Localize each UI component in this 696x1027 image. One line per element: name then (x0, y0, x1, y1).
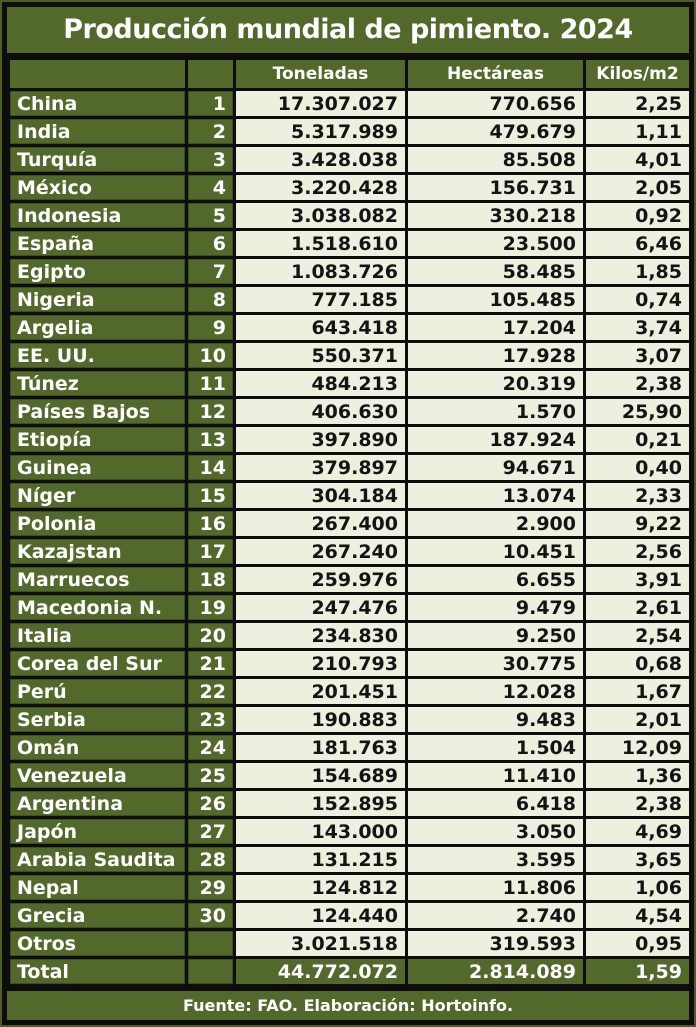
toneladas-cell: 267.240 (235, 538, 407, 566)
toneladas-cell: 210.793 (235, 650, 407, 678)
kilosm2-cell: 3,07 (585, 342, 691, 370)
toneladas-cell: 124.812 (235, 874, 407, 902)
table-row (9, 818, 691, 846)
table-row (9, 566, 691, 594)
country-cell: Polonia (9, 510, 187, 538)
rank-cell: 20 (187, 622, 235, 650)
rank-cell: 14 (187, 454, 235, 482)
toneladas-column-header: Toneladas (235, 59, 407, 90)
rank-cell: 24 (187, 734, 235, 762)
hectareas-cell: 23.500 (407, 230, 585, 258)
rank-cell: 29 (187, 874, 235, 902)
rank-cell: 1 (187, 90, 235, 118)
country-cell: Kazajstan (9, 538, 187, 566)
rank-cell: 23 (187, 706, 235, 734)
rank-cell: 21 (187, 650, 235, 678)
hectareas-cell: 770.656 (407, 90, 585, 118)
toneladas-cell: 267.400 (235, 510, 407, 538)
kilosm2-cell: 0,95 (585, 930, 691, 958)
kilosm2-cell: 12,09 (585, 734, 691, 762)
table-row (9, 258, 691, 286)
rank-cell: 4 (187, 174, 235, 202)
kilosm2-cell: 1,36 (585, 762, 691, 790)
kilosm2-cell: 3,91 (585, 566, 691, 594)
kilosm2-cell: 2,01 (585, 706, 691, 734)
kilosm2-cell: 0,74 (585, 286, 691, 314)
rank-cell: 10 (187, 342, 235, 370)
hectareas-cell: 30.775 (407, 650, 585, 678)
rank-cell: 25 (187, 762, 235, 790)
country-cell: Nigeria (9, 286, 187, 314)
kilosm2-cell: 2,38 (585, 370, 691, 398)
table-row (9, 538, 691, 566)
kilosm2-cell: 1,59 (585, 958, 691, 986)
country-cell: Indonesia (9, 202, 187, 230)
toneladas-cell: 143.000 (235, 818, 407, 846)
country-column-header (9, 59, 187, 90)
rank-cell: 17 (187, 538, 235, 566)
table-row (9, 930, 691, 958)
table-row (9, 594, 691, 622)
rank-cell: 16 (187, 510, 235, 538)
kilosm2-cell: 1,85 (585, 258, 691, 286)
kilosm2-cell: 0,40 (585, 454, 691, 482)
country-cell: Argelia (9, 314, 187, 342)
table-row (9, 202, 691, 230)
kilosm2-cell: 2,61 (585, 594, 691, 622)
toneladas-cell: 1.083.726 (235, 258, 407, 286)
hectareas-cell: 156.731 (407, 174, 585, 202)
rank-cell: 19 (187, 594, 235, 622)
hectareas-cell: 187.924 (407, 426, 585, 454)
table-row (9, 370, 691, 398)
hectareas-cell: 330.218 (407, 202, 585, 230)
country-cell: Países Bajos (9, 398, 187, 426)
table-row (9, 454, 691, 482)
kilosm2-cell: 9,22 (585, 510, 691, 538)
toneladas-cell: 17.307.027 (235, 90, 407, 118)
table-header-row (9, 59, 691, 90)
table-row (9, 398, 691, 426)
hectareas-cell: 13.074 (407, 482, 585, 510)
country-cell: Túnez (9, 370, 187, 398)
rank-cell: 8 (187, 286, 235, 314)
toneladas-cell: 550.371 (235, 342, 407, 370)
rank-cell: 26 (187, 790, 235, 818)
hectareas-cell: 9.479 (407, 594, 585, 622)
hectareas-cell: 105.485 (407, 286, 585, 314)
toneladas-cell: 154.689 (235, 762, 407, 790)
hectareas-column-header: Hectáreas (407, 59, 585, 90)
kilosm2-cell: 3,74 (585, 314, 691, 342)
rank-cell: 9 (187, 314, 235, 342)
hectareas-cell: 319.593 (407, 930, 585, 958)
hectareas-cell: 9.250 (407, 622, 585, 650)
toneladas-cell: 397.890 (235, 426, 407, 454)
toneladas-cell: 777.185 (235, 286, 407, 314)
rank-cell: 3 (187, 146, 235, 174)
kilosm2-cell: 1,06 (585, 874, 691, 902)
page-title: Producción mundial de pimiento. 2024 (7, 7, 689, 53)
source-footer: Fuente: FAO. Elaboración: Hortoinfo. (7, 991, 689, 1020)
hectareas-cell: 58.485 (407, 258, 585, 286)
country-cell: Grecia (9, 902, 187, 930)
table-row (9, 230, 691, 258)
rank-cell: 13 (187, 426, 235, 454)
table-row (9, 734, 691, 762)
rank-cell: 11 (187, 370, 235, 398)
country-cell: Corea del Sur (9, 650, 187, 678)
table-row (9, 790, 691, 818)
table-row (9, 482, 691, 510)
hectareas-cell: 10.451 (407, 538, 585, 566)
table-row (9, 622, 691, 650)
country-cell: Serbia (9, 706, 187, 734)
rank-cell (187, 958, 235, 986)
toneladas-cell: 234.830 (235, 622, 407, 650)
kilosm2-cell: 25,90 (585, 398, 691, 426)
toneladas-cell: 3.428.038 (235, 146, 407, 174)
country-cell: Guinea (9, 454, 187, 482)
toneladas-cell: 181.763 (235, 734, 407, 762)
table-row (9, 90, 691, 118)
toneladas-cell: 259.976 (235, 566, 407, 594)
hectareas-cell: 12.028 (407, 678, 585, 706)
kilosm2-cell: 1,67 (585, 678, 691, 706)
kilosm2-cell: 2,05 (585, 174, 691, 202)
toneladas-cell: 247.476 (235, 594, 407, 622)
hectareas-cell: 479.679 (407, 118, 585, 146)
table-row (9, 286, 691, 314)
hectareas-cell: 6.655 (407, 566, 585, 594)
rank-cell: 15 (187, 482, 235, 510)
country-cell: India (9, 118, 187, 146)
toneladas-cell: 190.883 (235, 706, 407, 734)
toneladas-cell: 379.897 (235, 454, 407, 482)
hectareas-cell: 6.418 (407, 790, 585, 818)
rank-cell: 7 (187, 258, 235, 286)
country-cell: Japón (9, 818, 187, 846)
country-cell: Arabia Saudita (9, 846, 187, 874)
table-row (9, 118, 691, 146)
country-cell: México (9, 174, 187, 202)
hectareas-cell: 9.483 (407, 706, 585, 734)
hectareas-cell: 3.595 (407, 846, 585, 874)
country-cell: Egipto (9, 258, 187, 286)
country-cell: Marruecos (9, 566, 187, 594)
table-row (9, 314, 691, 342)
rank-cell: 6 (187, 230, 235, 258)
toneladas-cell: 3.220.428 (235, 174, 407, 202)
rank-cell: 30 (187, 902, 235, 930)
kilosm2-cell: 3,65 (585, 846, 691, 874)
toneladas-cell: 1.518.610 (235, 230, 407, 258)
toneladas-cell: 124.440 (235, 902, 407, 930)
hectareas-cell: 94.671 (407, 454, 585, 482)
country-cell: Venezuela (9, 762, 187, 790)
kilosm2-cell: 2,38 (585, 790, 691, 818)
kilosm2-cell: 2,54 (585, 622, 691, 650)
hectareas-cell: 17.928 (407, 342, 585, 370)
table-row (9, 146, 691, 174)
kilosm2-cell: 0,68 (585, 650, 691, 678)
table-row (9, 342, 691, 370)
kilosm2-cell: 4,54 (585, 902, 691, 930)
country-cell: Nepal (9, 874, 187, 902)
table-row (9, 958, 691, 986)
rank-cell: 12 (187, 398, 235, 426)
rank-cell (187, 930, 235, 958)
kilosm2-cell: 0,21 (585, 426, 691, 454)
toneladas-cell: 44.772.072 (235, 958, 407, 986)
kilosm2-column-header: Kilos/m2 (585, 59, 691, 90)
hectareas-cell: 20.319 (407, 370, 585, 398)
rank-column-header (187, 59, 235, 90)
toneladas-cell: 406.630 (235, 398, 407, 426)
hectareas-cell: 2.900 (407, 510, 585, 538)
toneladas-cell: 3.038.082 (235, 202, 407, 230)
toneladas-cell: 3.021.518 (235, 930, 407, 958)
toneladas-cell: 201.451 (235, 678, 407, 706)
kilosm2-cell: 1,11 (585, 118, 691, 146)
country-cell: Perú (9, 678, 187, 706)
hectareas-cell: 85.508 (407, 146, 585, 174)
kilosm2-cell: 2,56 (585, 538, 691, 566)
country-cell: Total (9, 958, 187, 986)
table-row (9, 874, 691, 902)
hectareas-cell: 11.806 (407, 874, 585, 902)
country-cell: Italia (9, 622, 187, 650)
country-cell: EE. UU. (9, 342, 187, 370)
table-row (9, 174, 691, 202)
table-row (9, 650, 691, 678)
rank-cell: 5 (187, 202, 235, 230)
country-cell: Argentina (9, 790, 187, 818)
toneladas-cell: 643.418 (235, 314, 407, 342)
table-row (9, 510, 691, 538)
hectareas-cell: 11.410 (407, 762, 585, 790)
country-cell: Macedonia N. (9, 594, 187, 622)
table-row (9, 678, 691, 706)
toneladas-cell: 484.213 (235, 370, 407, 398)
rank-cell: 18 (187, 566, 235, 594)
kilosm2-cell: 6,46 (585, 230, 691, 258)
kilosm2-cell: 4,01 (585, 146, 691, 174)
hectareas-cell: 3.050 (407, 818, 585, 846)
table-row (9, 706, 691, 734)
country-cell: Níger (9, 482, 187, 510)
kilosm2-cell: 4,69 (585, 818, 691, 846)
country-cell: Omán (9, 734, 187, 762)
production-table (7, 57, 692, 987)
toneladas-cell: 152.895 (235, 790, 407, 818)
rank-cell: 28 (187, 846, 235, 874)
hectareas-cell: 1.504 (407, 734, 585, 762)
hectareas-cell: 2.740 (407, 902, 585, 930)
hectareas-cell: 17.204 (407, 314, 585, 342)
kilosm2-cell: 0,92 (585, 202, 691, 230)
country-cell: Etiopía (9, 426, 187, 454)
rank-cell: 27 (187, 818, 235, 846)
hectareas-cell: 1.570 (407, 398, 585, 426)
table-body (9, 90, 691, 986)
kilosm2-cell: 2,25 (585, 90, 691, 118)
table-row (9, 846, 691, 874)
toneladas-cell: 304.184 (235, 482, 407, 510)
rank-cell: 22 (187, 678, 235, 706)
country-cell: Otros (9, 930, 187, 958)
table-row (9, 762, 691, 790)
table-row (9, 426, 691, 454)
kilosm2-cell: 2,33 (585, 482, 691, 510)
country-cell: España (9, 230, 187, 258)
table-row (9, 902, 691, 930)
toneladas-cell: 131.215 (235, 846, 407, 874)
country-cell: Turquía (9, 146, 187, 174)
toneladas-cell: 5.317.989 (235, 118, 407, 146)
rank-cell: 2 (187, 118, 235, 146)
hectareas-cell: 2.814.089 (407, 958, 585, 986)
country-cell: China (9, 90, 187, 118)
